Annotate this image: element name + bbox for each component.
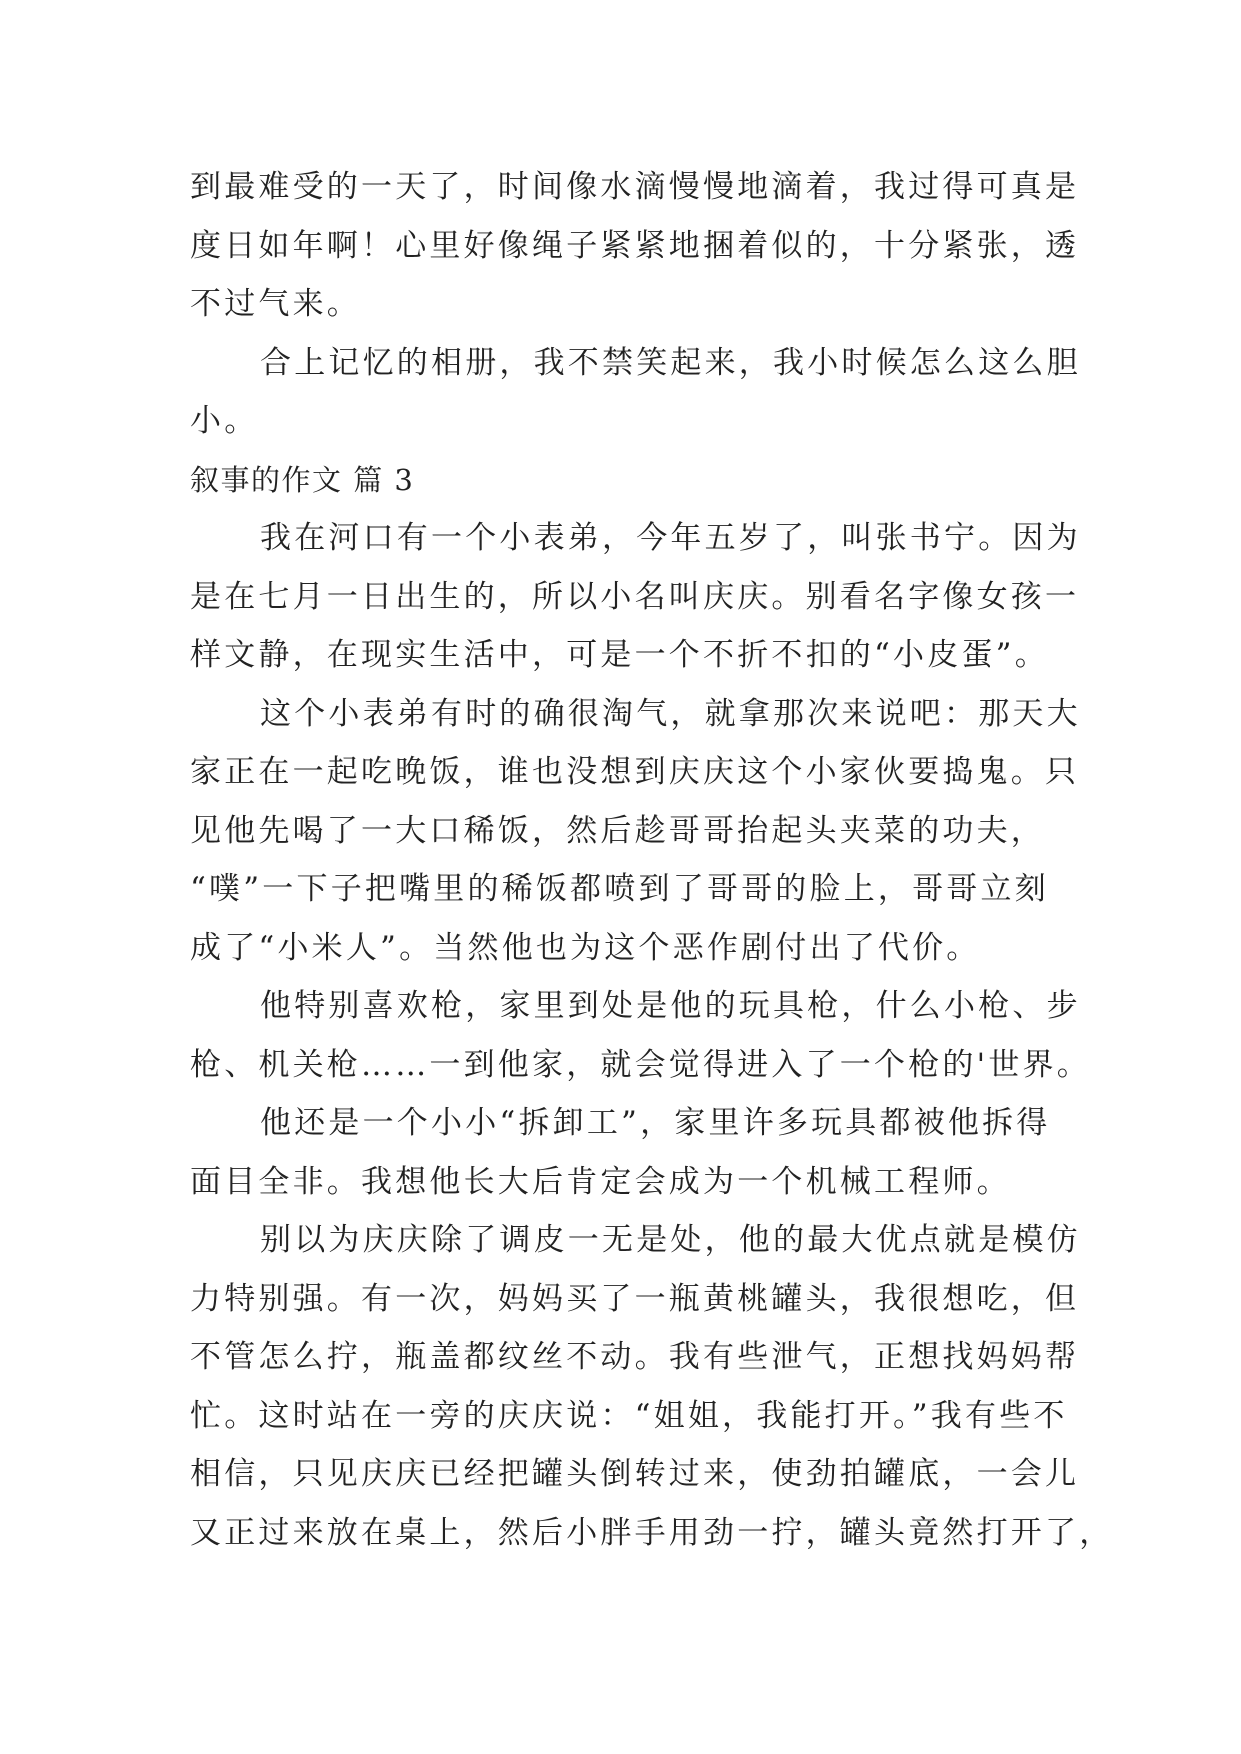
section-heading: 叙事的作文 篇 3	[190, 462, 415, 497]
text-line: 忙。这时站在一旁的庆庆说：“姐姐，我能打开。”我有些不	[190, 1397, 1068, 1434]
document-body	[190, 158, 1114, 1562]
paragraph-start: 合上记忆的相册，我不禁笑起来，我小时候怎么这么胆	[260, 344, 1081, 381]
text-line: 力特别强。有一次，妈妈买了一瓶黄桃罐头，我很想吃，但	[190, 1280, 1080, 1317]
text-line: 面目全非。我想他长大后肯定会成为一个机械工程师。	[190, 1163, 1011, 1200]
text-line: 成了“小米人”。当然他也为这个恶作剧付出了代价。	[190, 929, 981, 966]
text-line: 小。	[190, 403, 259, 439]
text-line: 到最难受的一天了，时间像水滴慢慢地滴着，我过得可真是	[190, 169, 1080, 205]
paragraph-start: 别以为庆庆除了调皮一无是处，他的最大优点就是模仿	[260, 1222, 1081, 1258]
paragraph-start: 他特别喜欢枪，家里到处是他的玩具枪，什么小枪、步	[260, 988, 1081, 1024]
paragraph-start: 这个小表弟有时的确很淘气，就拿那次来说吧：那天大	[260, 695, 1081, 732]
paragraph-start: 我在河口有一个小表弟，今年五岁了，叫张书宁。因为	[260, 520, 1081, 556]
text-line: 家正在一起吃晚饭，谁也没想到庆庆这个小家伙要捣鬼。只	[190, 754, 1080, 790]
text-line: 不管怎么拧，瓶盖都纹丝不动。我有些泄气，正想找妈妈帮	[190, 1339, 1080, 1375]
text-line: “噗”一下子把嘴里的稀饭都喷到了哥哥的脸上，哥哥立刻	[190, 871, 1049, 907]
text-line: 是在七月一日出生的，所以小名叫庆庆。别看名字像女孩一	[190, 578, 1080, 615]
text-line: 相信，只见庆庆已经把罐头倒转过来，使劲拍罐底，一会儿	[190, 1456, 1080, 1492]
text-line: 不过气来。	[190, 286, 361, 322]
text-line: 枪、机关枪……一到他家，就会觉得进入了一个枪的'世界。	[190, 1046, 1091, 1083]
text-line: 又正过来放在桌上，然后小胖手用劲一拧，罐头竟然打开了，	[190, 1514, 1114, 1551]
text-line: 样文静，在现实生活中，可是一个不折不扣的“小皮蛋”。	[190, 637, 1049, 673]
text-line: 度日如年啊！心里好像绳子紧紧地捆着似的，十分紧张，透	[190, 227, 1080, 264]
text-line: 见他先喝了一大口稀饭，然后趁哥哥抬起头夹菜的功夫，	[190, 812, 1045, 849]
paragraph-start: 他还是一个小小“拆卸工”，家里许多玩具都被他拆得	[260, 1105, 1051, 1141]
